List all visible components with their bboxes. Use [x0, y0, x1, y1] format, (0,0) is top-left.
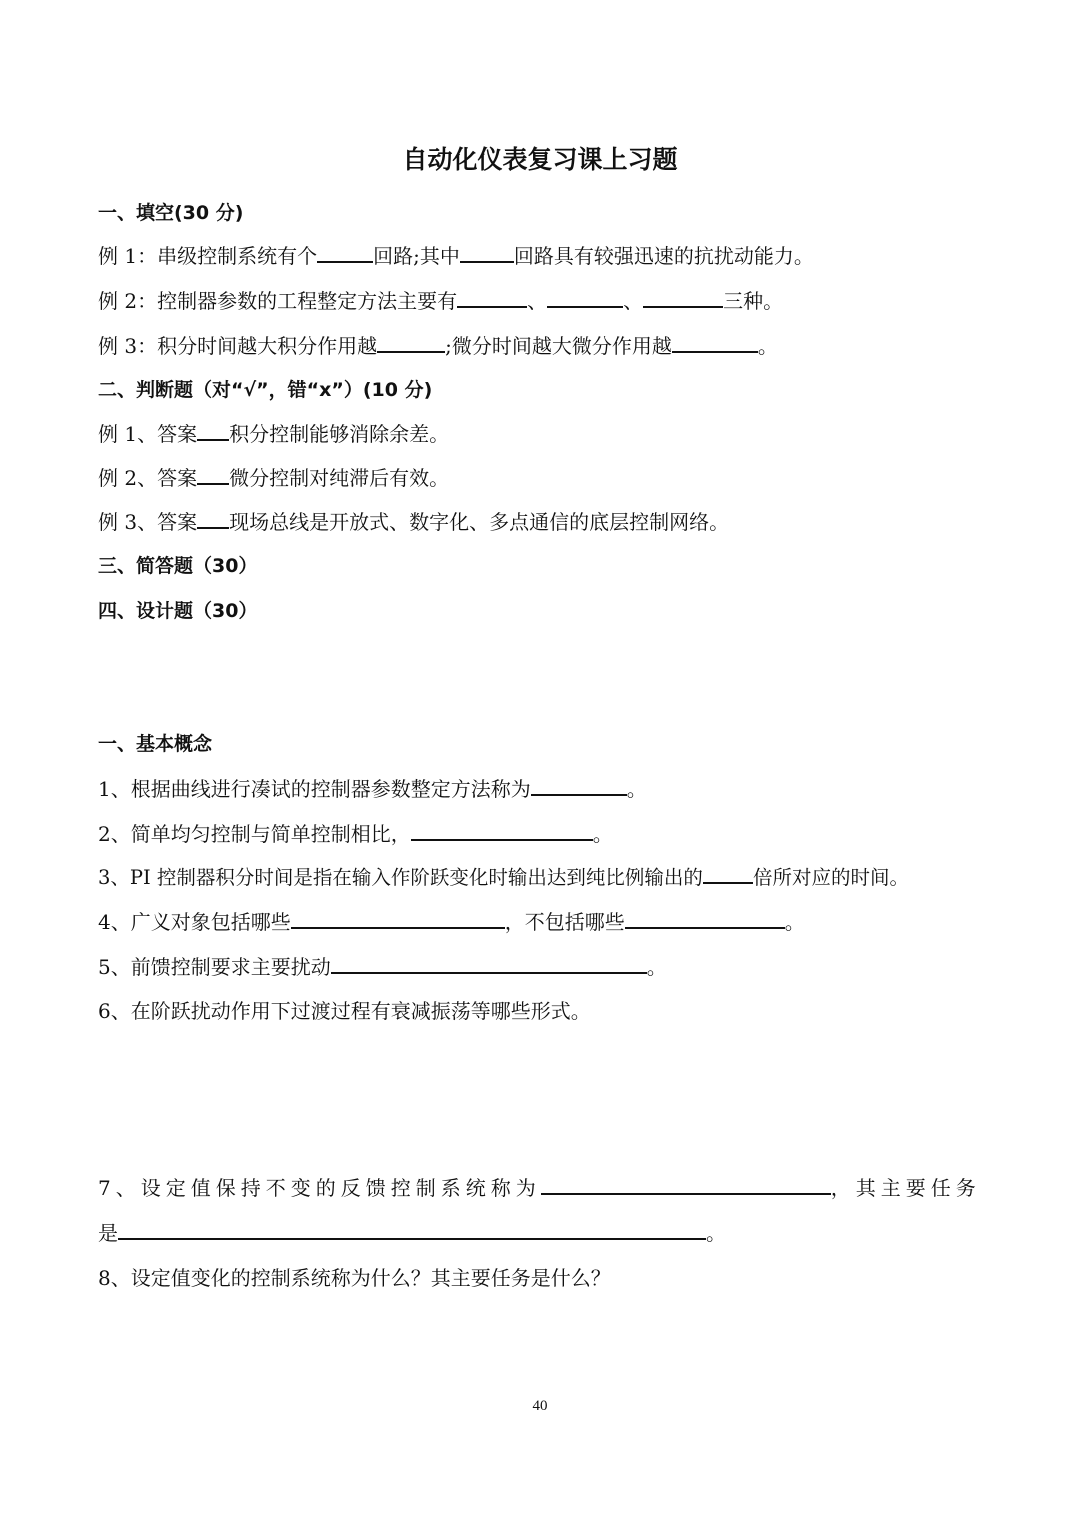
answer-blank: [331, 954, 647, 974]
answer-blank: [457, 288, 527, 308]
concepts-heading: 一、基本概念: [98, 733, 213, 755]
text: 3、PI 控制器积分时间是指在输入作阶跃变化时输出达到纯比例输出的: [98, 866, 703, 889]
text: 。: [646, 955, 667, 979]
text: 4、广义对象包括哪些: [98, 910, 291, 934]
text: 回路;其中: [373, 244, 460, 268]
question-2: [98, 820, 613, 848]
text: 。: [784, 910, 805, 934]
answer-blank: [197, 421, 229, 441]
text: 7、设定值保持不变的反馈控制系统称为: [98, 1176, 541, 1200]
answer-blank: [377, 333, 445, 353]
text: 积分控制能够消除余差。: [229, 422, 450, 446]
text: 5、前馈控制要求主要扰动: [98, 955, 331, 979]
text: ，不包括哪些: [504, 910, 625, 934]
answer-blank: [460, 243, 514, 263]
question-8: [98, 1264, 611, 1292]
text: 倍所对应的时间。: [752, 866, 909, 889]
section4-heading: 四、设计题（30）: [98, 600, 258, 622]
answer-blank: [531, 776, 627, 796]
section2-example-1: [98, 420, 449, 448]
text: 1、根据曲线进行凑试的控制器参数整定方法称为: [98, 777, 531, 801]
text: 、: [623, 289, 644, 313]
question-5: [98, 953, 667, 981]
section1-example-1: [98, 242, 814, 270]
text: 例 2、答案: [98, 466, 198, 490]
answer-blank: [703, 864, 753, 884]
text: 微分控制对纯滞后有效。: [229, 466, 450, 490]
section3-heading: 三、简答题（30）: [98, 555, 258, 577]
answer-blank: [317, 243, 373, 263]
text: 回路具有较强迅速的抗扰动能力。: [513, 244, 814, 268]
question-4: [98, 908, 805, 936]
text: 8、设定值变化的控制系统称为什么？其主要任务是什么？: [98, 1266, 611, 1290]
answer-blank: [547, 288, 623, 308]
text: 。: [592, 822, 613, 846]
answer-blank: [197, 509, 229, 529]
answer-blank: [672, 333, 758, 353]
text: 现场总线是开放式、数字化、多点通信的底层控制网络。: [229, 510, 730, 534]
answer-blank: [625, 909, 785, 929]
text: 例 1、答案: [98, 422, 198, 446]
answer-blank: [411, 821, 593, 841]
text: 、: [527, 289, 548, 313]
text: ;微分时间越大微分作用越: [445, 334, 672, 358]
section2-heading: 二、判断题（对“√”，错“x”）(10 分): [98, 379, 433, 401]
question-7-continued: [98, 1219, 726, 1247]
question-1: [98, 775, 647, 803]
section1-heading: 一、填空(30 分): [98, 202, 244, 224]
question-3: [98, 864, 909, 892]
text: 例 3：积分时间越大积分作用越: [98, 334, 378, 358]
text: 。: [706, 1221, 726, 1245]
section1-example-2: [98, 287, 783, 315]
text: 例 3、答案: [98, 510, 198, 534]
answer-blank: [643, 288, 723, 308]
section2-example-3: [98, 508, 729, 536]
text: ，其主要任务: [830, 1176, 981, 1200]
text: 6、在阶跃扰动作用下过渡过程有衰减振荡等哪些形式。: [98, 999, 591, 1023]
text: 。: [757, 334, 778, 358]
page-title: 自动化仪表复习课上习题: [402, 145, 678, 174]
answer-blank: [541, 1175, 831, 1195]
answer-blank: [118, 1220, 706, 1240]
text: 例 1：串级控制系统有个: [98, 244, 318, 268]
question-7: [98, 1174, 981, 1202]
text: 例 2：控制器参数的工程整定方法主要有: [98, 289, 458, 313]
question-6: [98, 997, 591, 1025]
text: 三种。: [723, 289, 784, 313]
text: 。: [626, 777, 647, 801]
section2-example-2: [98, 464, 449, 492]
page-number: 40: [532, 1398, 548, 1414]
answer-blank: [197, 465, 229, 485]
text: 是: [98, 1221, 118, 1245]
text: 2、简单均匀控制与简单控制相比，: [98, 822, 411, 846]
answer-blank: [291, 909, 505, 929]
section1-example-3: [98, 332, 778, 360]
